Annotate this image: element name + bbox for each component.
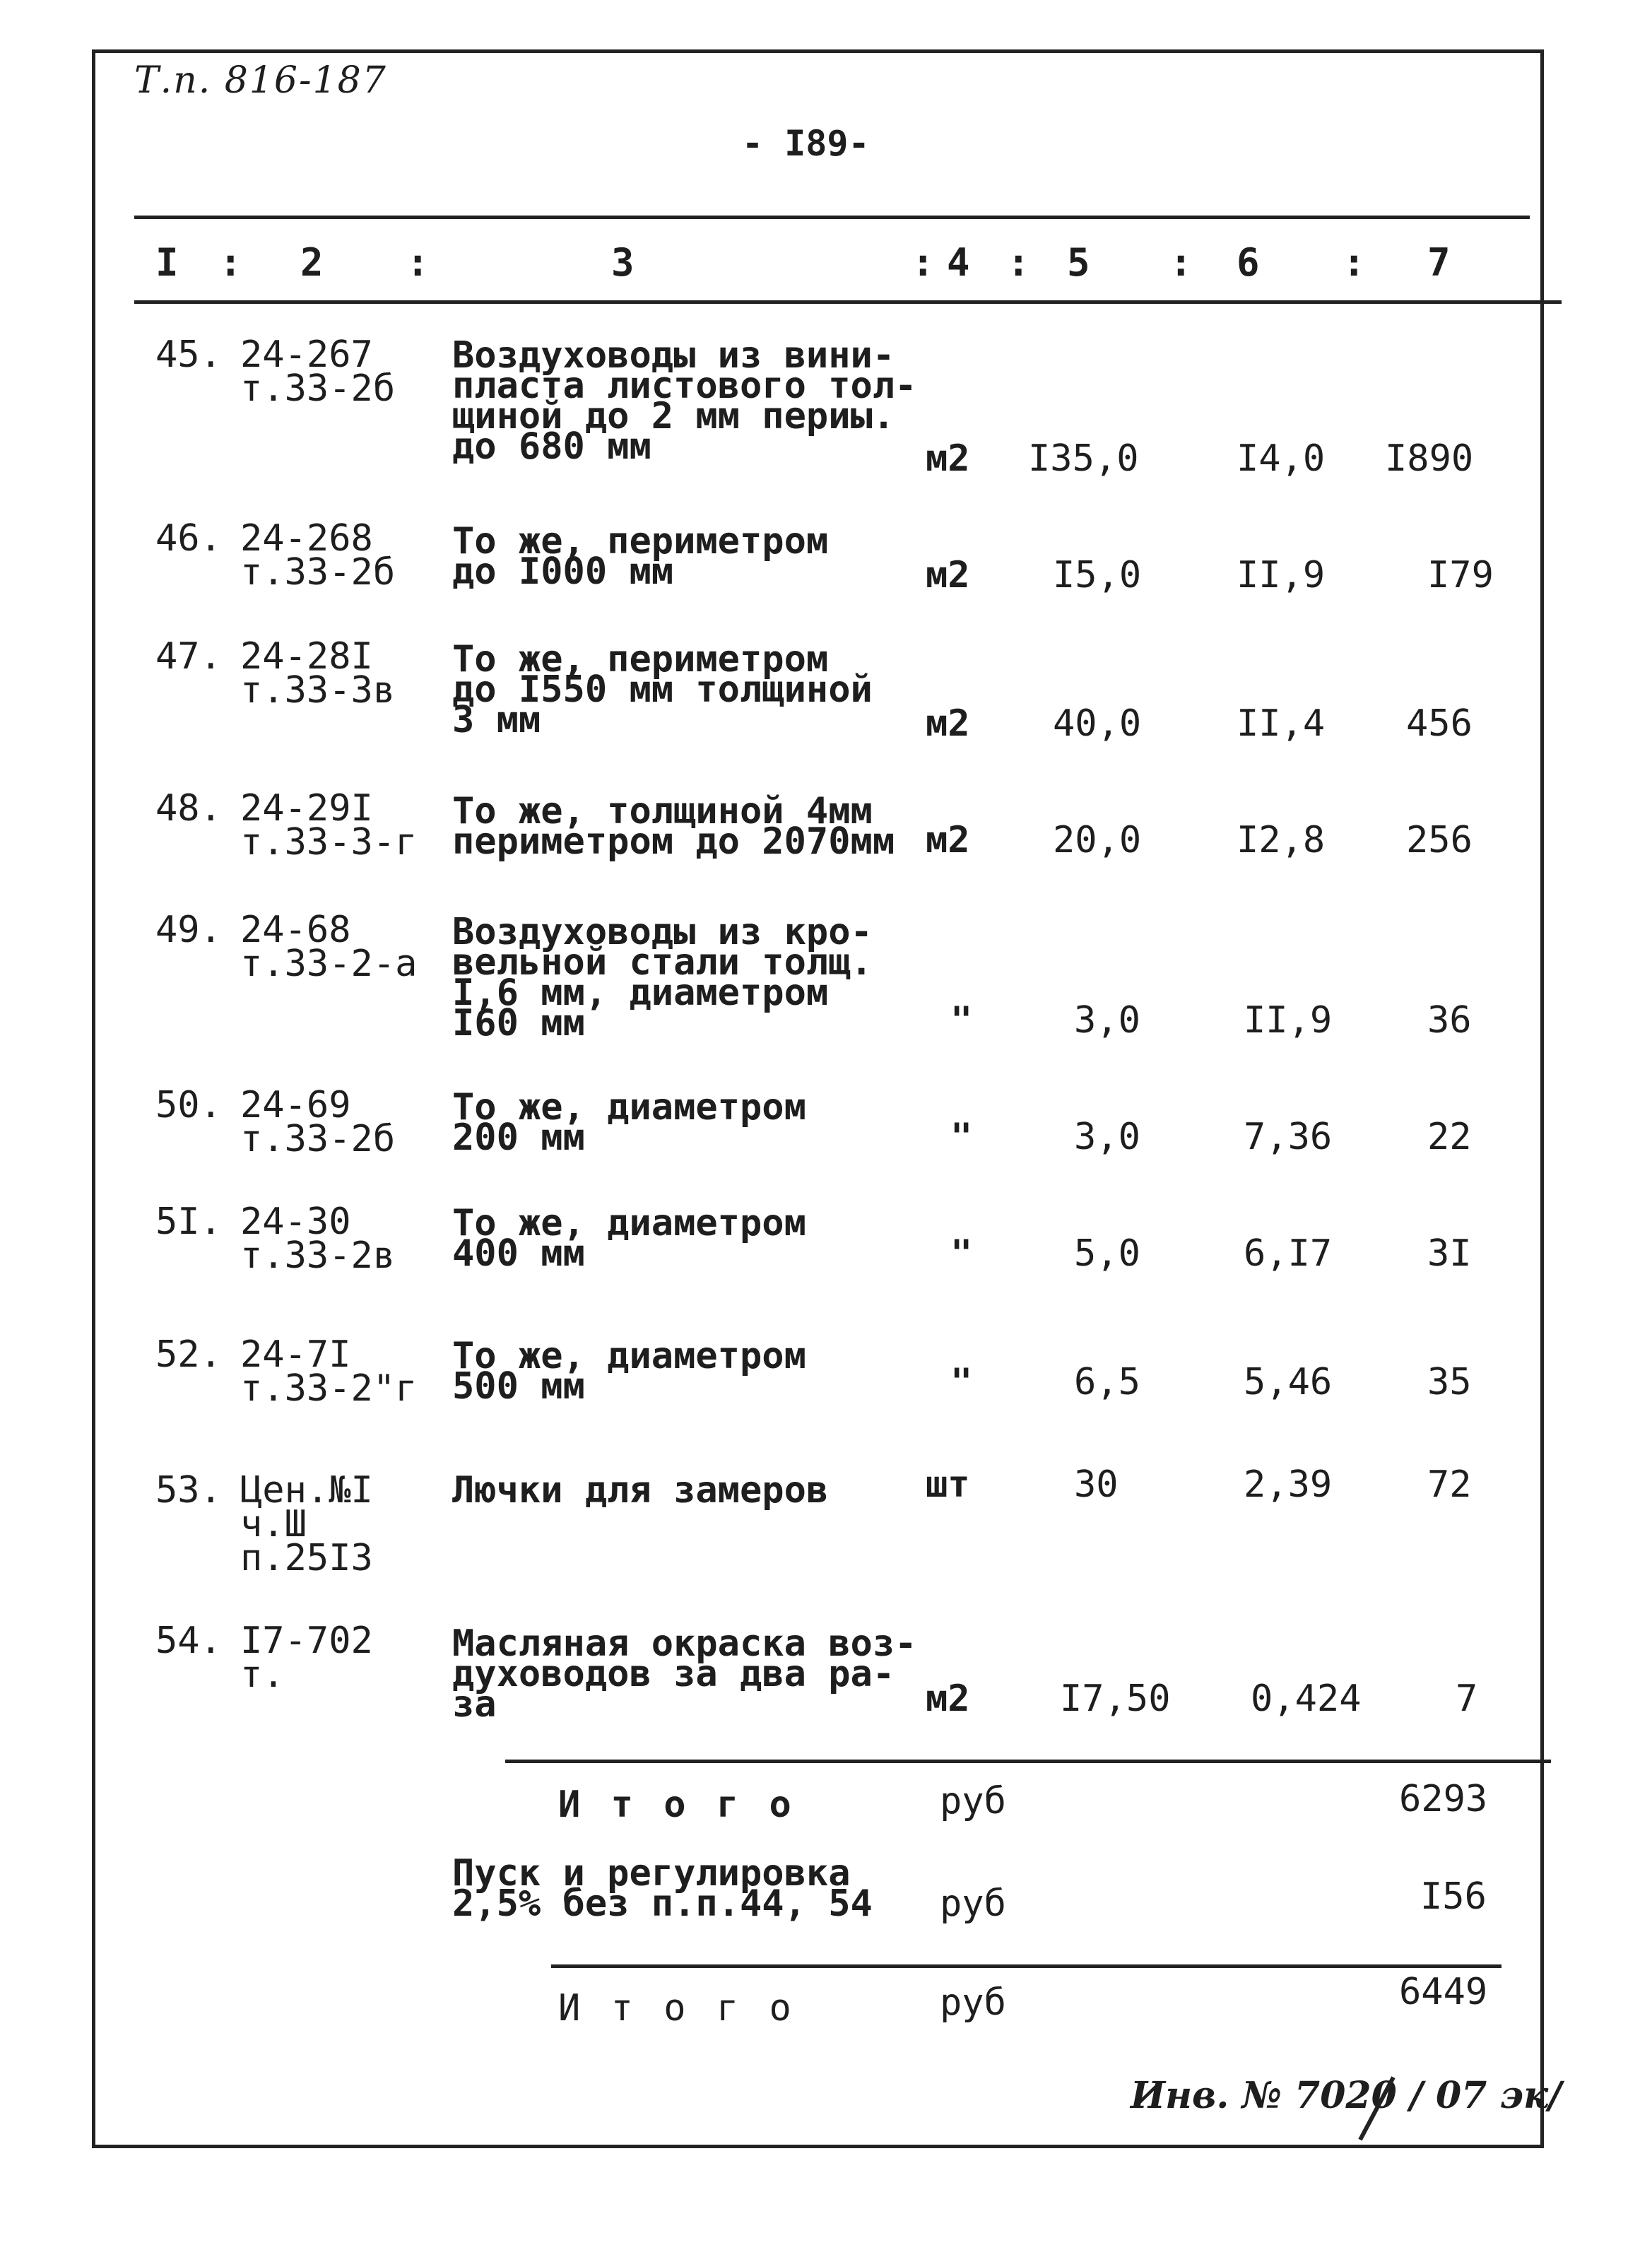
code-line: 24-69: [240, 1084, 351, 1126]
description-line: до I550 мм толщиной: [452, 668, 873, 711]
col-sep: :: [219, 240, 242, 285]
description-line: То же, периметром: [452, 520, 829, 562]
subtotal-value: 6293: [1399, 1778, 1488, 1820]
quantity: 6,5: [1074, 1361, 1140, 1403]
description-line: 3 мм: [452, 699, 541, 741]
description-line: То же, толщиной 4мм: [452, 790, 873, 832]
unit-price: I2,8: [1237, 819, 1326, 861]
col-header-7: 7: [1427, 240, 1451, 285]
document-reference: Т.п. 816-187: [134, 59, 387, 102]
col-sep: :: [1343, 240, 1366, 285]
unit: м2: [926, 554, 970, 596]
code-line: 24-68: [240, 909, 351, 951]
row-number: 45.: [155, 334, 222, 376]
total: 7: [1456, 1678, 1478, 1720]
code-line: 24-7I: [240, 1333, 351, 1376]
unit: м2: [926, 702, 970, 745]
row-number: 5I.: [155, 1201, 222, 1243]
col-sep: :: [406, 240, 430, 285]
total: 256: [1406, 819, 1473, 861]
code-line: т.33-2"г: [240, 1367, 418, 1410]
unit-price: 6,I7: [1244, 1232, 1333, 1275]
quantity: 5,0: [1074, 1232, 1140, 1275]
description-line: щиной до 2 мм периы.: [452, 395, 895, 437]
description-line: 200 мм: [452, 1116, 585, 1159]
total: 35: [1427, 1361, 1472, 1403]
col-header-1: I: [155, 240, 179, 285]
code-line: 24-29I: [240, 787, 373, 830]
code-line: т.33-2в: [240, 1235, 396, 1277]
row-number: 54.: [155, 1620, 222, 1662]
code-line: Цен.№I: [240, 1469, 373, 1512]
code-line: т.: [240, 1654, 285, 1696]
total-label: И т о г о: [558, 1987, 796, 2029]
description-line: То же, диаметром: [452, 1202, 806, 1244]
col-sep: :: [911, 240, 935, 285]
col-sep: :: [1169, 240, 1193, 285]
quantity: 30: [1074, 1463, 1119, 1506]
total: I79: [1427, 554, 1494, 596]
header-bottom-rule: [134, 300, 1562, 304]
description-line: 400 мм: [452, 1232, 585, 1275]
unit: ": [950, 999, 973, 1042]
total-unit: руб: [940, 1981, 1006, 2024]
row-number: 47.: [155, 635, 222, 678]
code-line: т.33-2б: [240, 1118, 396, 1160]
subtotal-label: И т о г о: [558, 1784, 796, 1826]
code-line: 24-267: [240, 334, 373, 376]
row-number: 46.: [155, 517, 222, 560]
unit: м2: [926, 819, 970, 861]
row-number: 49.: [155, 909, 222, 951]
description-line: Лючки для замеров: [452, 1469, 829, 1512]
unit: м2: [926, 437, 970, 480]
subtotal-rule: [505, 1760, 1551, 1763]
description-line: до I000 мм: [452, 550, 674, 593]
code-line: т.33-3в: [240, 669, 396, 712]
unit-price: II,9: [1244, 999, 1333, 1042]
col-header-2: 2: [300, 240, 324, 285]
startup-label-line: Пуск и регулировка: [452, 1852, 851, 1895]
unit-price: 7,36: [1244, 1116, 1333, 1158]
quantity: I7,50: [1060, 1678, 1171, 1720]
quantity: 3,0: [1074, 1116, 1140, 1158]
code-line: т.33-3-г: [240, 821, 418, 864]
unit-price: I4,0: [1237, 437, 1326, 480]
unit-price: II,4: [1237, 702, 1326, 745]
col-header-4: 4: [947, 240, 970, 285]
quantity: 3,0: [1074, 999, 1140, 1042]
inventory-number: Инв. № 7020 / 07 эк/: [1131, 2074, 1562, 2117]
header-top-rule: [134, 216, 1530, 219]
unit: ": [950, 1232, 973, 1275]
code-line: ч.Ш: [240, 1503, 307, 1545]
total: 22: [1427, 1116, 1472, 1158]
code-line: т.33-2б: [240, 367, 396, 410]
row-number: 50.: [155, 1084, 222, 1126]
row-number: 48.: [155, 787, 222, 830]
description-line: То же, диаметром: [452, 1086, 806, 1129]
description-line: пласта листового тол-: [452, 365, 917, 407]
total: 36: [1427, 999, 1472, 1042]
col-header-3: 3: [611, 240, 635, 285]
unit: шт: [926, 1463, 970, 1506]
code-line: т.33-2-а: [240, 943, 418, 985]
total-rule: [551, 1964, 1501, 1968]
total: 72: [1427, 1463, 1472, 1506]
subtotal-unit: руб: [940, 1780, 1006, 1822]
row-number: 52.: [155, 1333, 222, 1376]
description-line: Воздуховоды из кро-: [452, 911, 873, 953]
description-line: периметром до 2070мм: [452, 820, 895, 863]
code-line: т.33-2б: [240, 551, 396, 594]
quantity: I35,0: [1028, 437, 1139, 480]
col-sep: :: [1007, 240, 1030, 285]
quantity: 40,0: [1053, 702, 1142, 745]
col-header-6: 6: [1237, 240, 1260, 285]
description-line: То же, периметром: [452, 638, 829, 680]
col-header-5: 5: [1067, 240, 1090, 285]
description-line: То же, диаметром: [452, 1335, 806, 1377]
startup-unit: руб: [940, 1882, 1006, 1925]
page-number: - I89-: [742, 123, 870, 164]
description-line: духоводов за два ра-: [452, 1653, 895, 1695]
unit-price: 2,39: [1244, 1463, 1333, 1506]
description-line: 500 мм: [452, 1365, 585, 1408]
row-number: 53.: [155, 1469, 222, 1512]
code-line: 24-268: [240, 517, 373, 560]
startup-label-line: 2,5% без п.п.44, 54: [452, 1882, 873, 1925]
description-line: до 680 мм: [452, 425, 651, 468]
code-line: 24-28I: [240, 635, 373, 678]
description-line: Воздуховоды из вини-: [452, 334, 895, 377]
code-line: п.25I3: [240, 1537, 373, 1579]
startup-value: I56: [1420, 1875, 1487, 1918]
unit-price: 5,46: [1244, 1361, 1333, 1403]
code-line: I7-702: [240, 1620, 373, 1662]
total: 3I: [1427, 1232, 1472, 1275]
description-line: за: [452, 1683, 497, 1726]
description-line: Масляная окраска воз-: [452, 1622, 917, 1665]
unit: ": [950, 1116, 973, 1158]
total: 456: [1406, 702, 1473, 745]
unit-price: II,9: [1237, 554, 1326, 596]
description-line: I60 мм: [452, 1002, 585, 1044]
total-value: 6449: [1399, 1971, 1488, 2013]
quantity: 20,0: [1053, 819, 1142, 861]
code-line: 24-30: [240, 1201, 351, 1243]
unit: м2: [926, 1678, 970, 1720]
unit: ": [950, 1361, 973, 1403]
description-line: вельной стали толщ.: [452, 941, 873, 984]
quantity: I5,0: [1053, 554, 1142, 596]
total: I890: [1385, 437, 1474, 480]
unit-price: 0,424: [1251, 1678, 1362, 1720]
description-line: I,6 мм, диаметром: [452, 972, 829, 1014]
